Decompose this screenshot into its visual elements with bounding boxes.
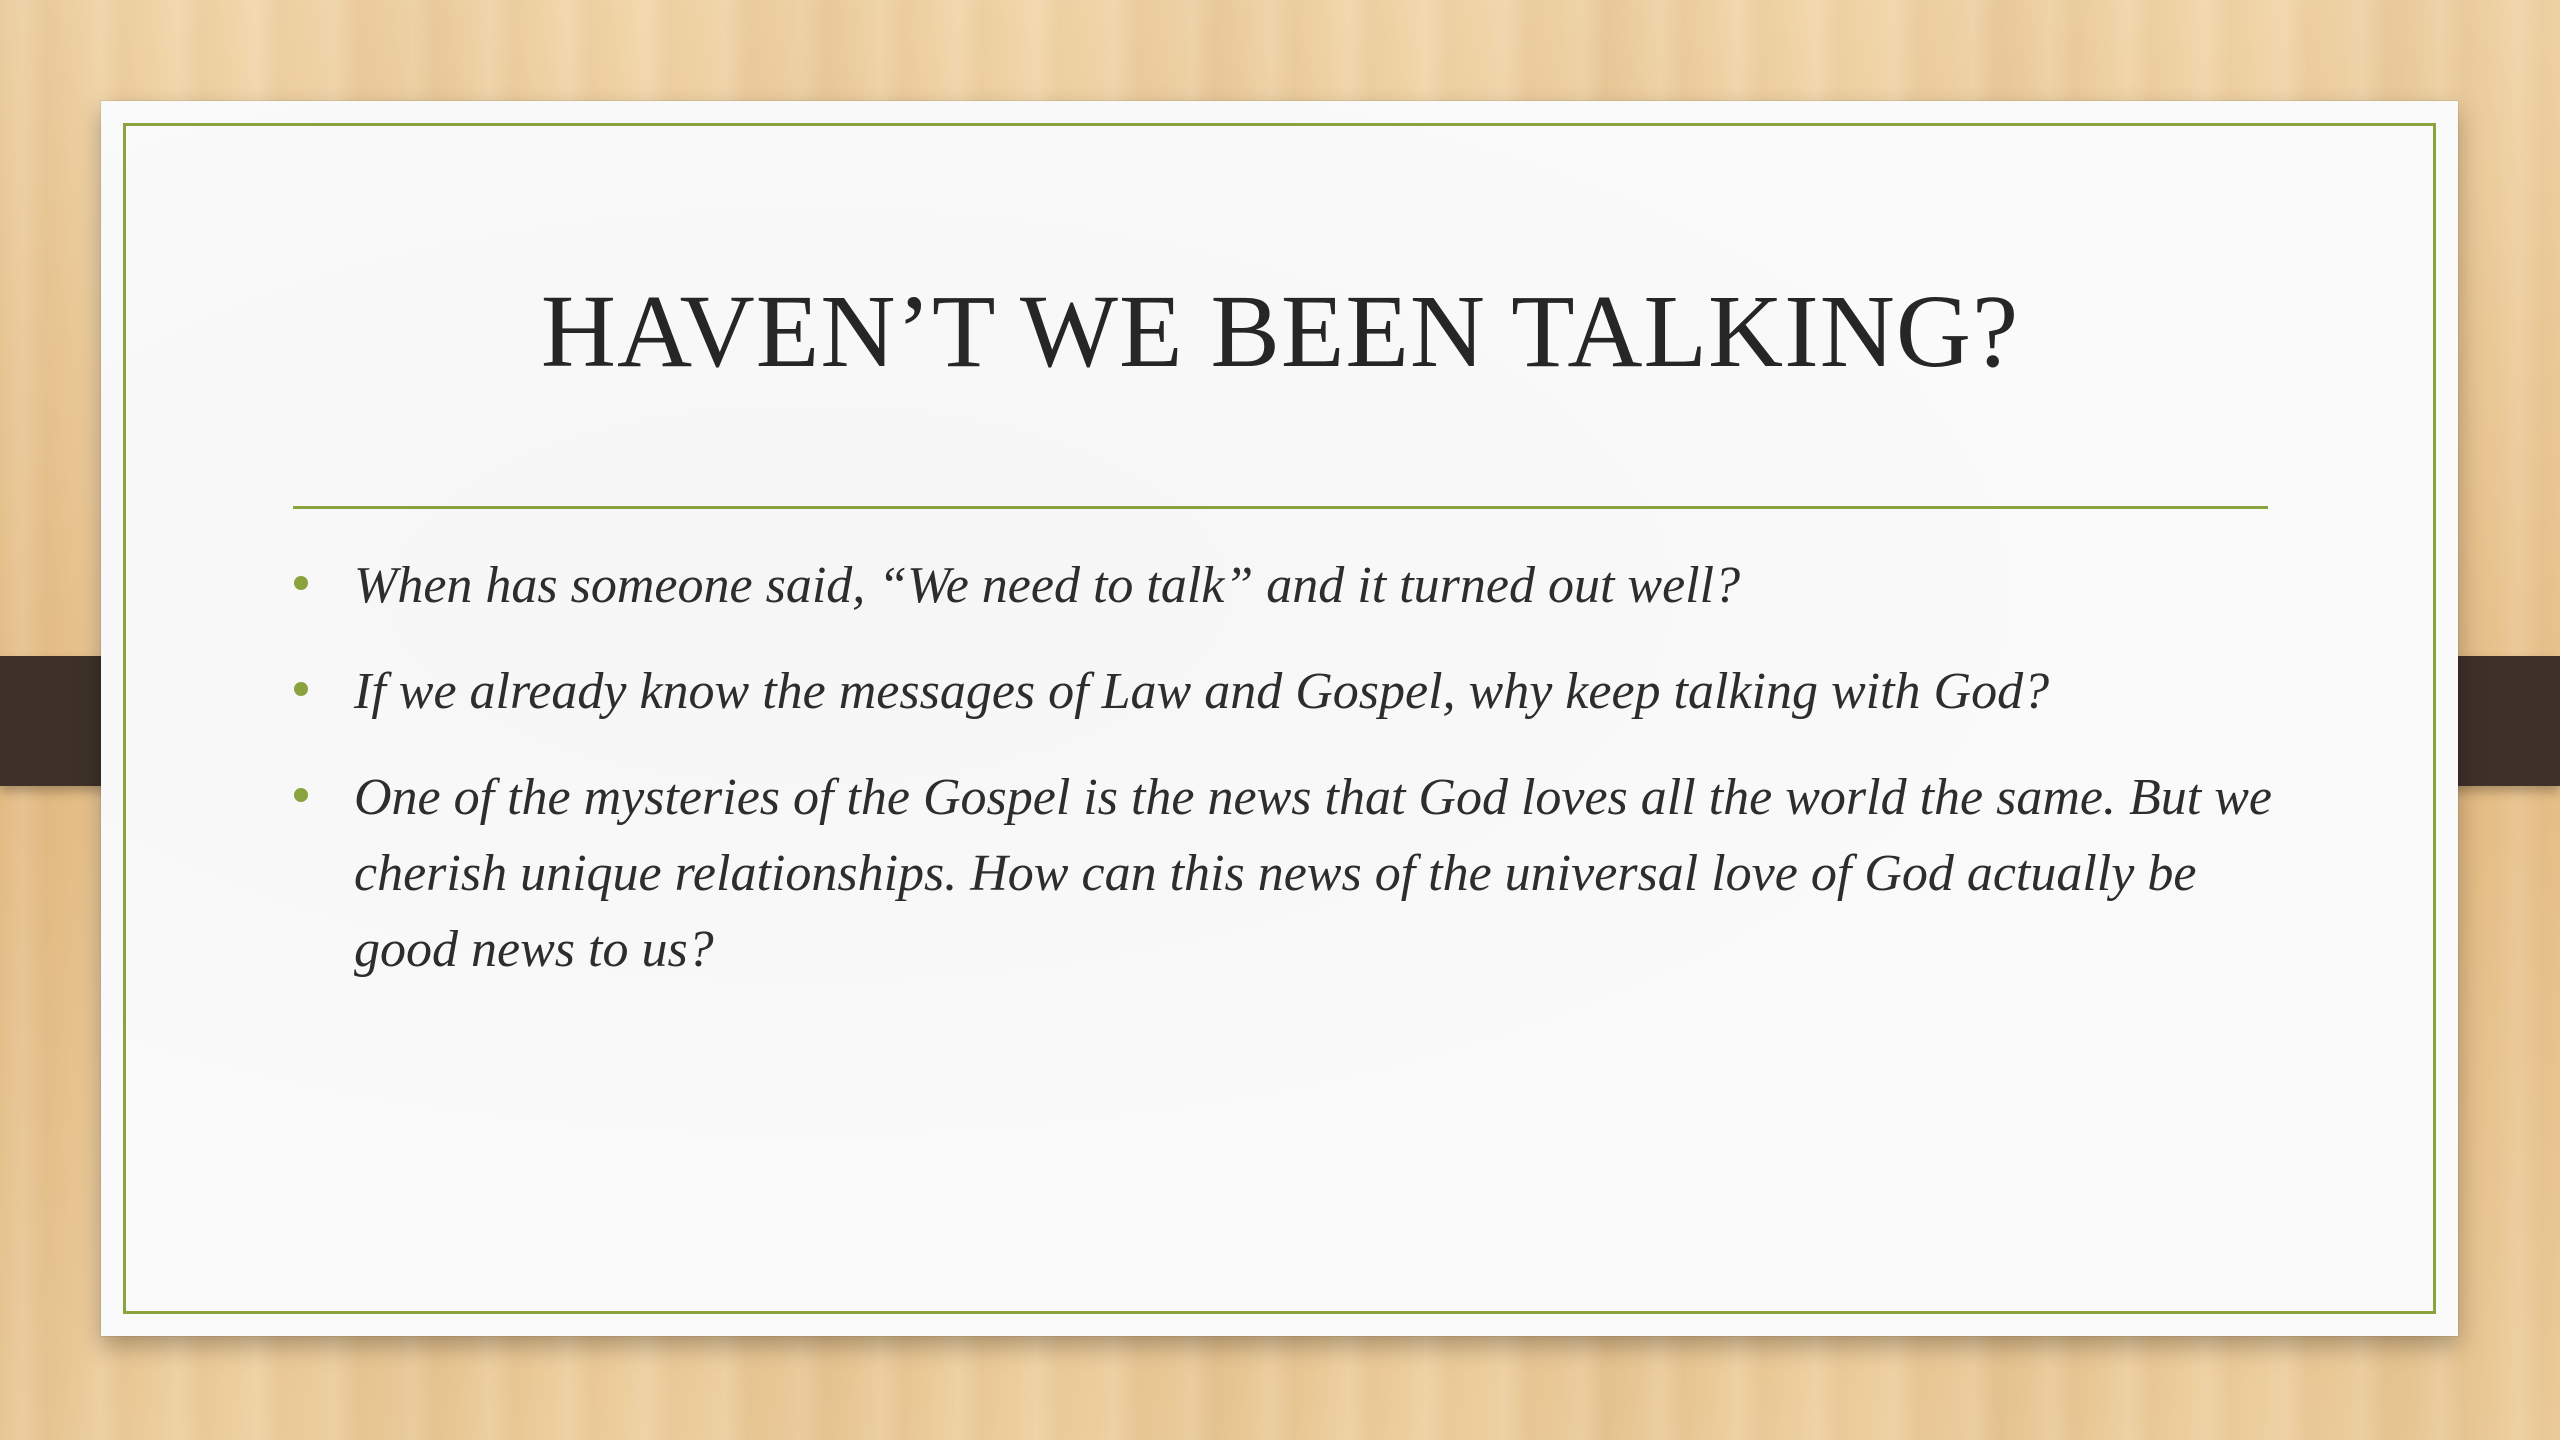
bullet-text: One of the mysteries of the Gospel is the news that God loves all the world the same. But we cherish unique relationships. How can this news of the universal love of God actually be good news to us?	[354, 769, 2272, 978]
green-dot-icon	[294, 682, 308, 696]
green-dot-icon	[294, 576, 308, 590]
bullet-text: If we already know the messages of Law and Gospel, why keep talking with God?	[354, 663, 2050, 720]
slide-title: HAVEN’T WE BEEN TALKING?	[540, 274, 2020, 389]
bullet-item	[290, 760, 2280, 988]
bullet-item	[290, 654, 2280, 730]
green-dot-icon	[294, 788, 308, 802]
bullet-item	[290, 548, 2280, 624]
bullet-text: When has someone said, “We need to talk” and it turned out well?	[354, 557, 1741, 614]
title-divider	[293, 506, 2268, 509]
bullet-list	[290, 548, 2280, 1018]
